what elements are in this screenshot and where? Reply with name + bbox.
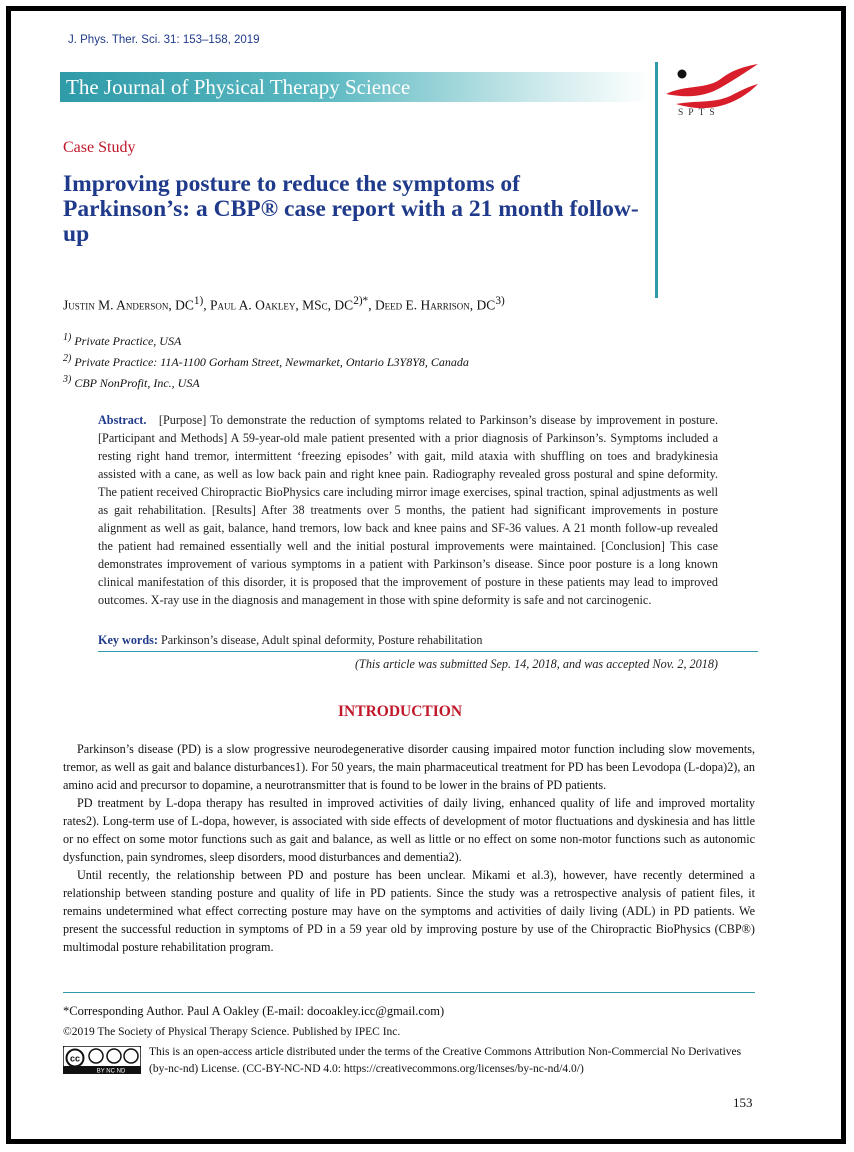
author-name: Deed E. Harrison, DC (374, 297, 496, 313)
license-text: This is an open-access article distributed under the terms of the Creative Commons Attribution Non-Commercial No Derivatives (by-nc-nd) License. (CC-BY-NC-ND 4.0: https://creativecommons.org/licenses/by-nc-nd/4.0/) (149, 1046, 742, 1075)
keywords (98, 633, 482, 648)
journal-name: The Journal of Physical Therapy Science (66, 75, 411, 99)
section-heading: INTRODUCTION (338, 703, 463, 720)
author-list: Justin M. Anderson, DC$^{1)}$, Paul A. Oakley, MSc, $DC^{2)*}$, Deed E. Harrison, DC$^{3)}$ (63, 295, 505, 313)
affiliation-item: $^{3)}$ CBP NonProfit, Inc., USA (63, 374, 200, 390)
abstract-label: Abstract. (98, 413, 147, 427)
journal-citation: J. Phys. Ther. Sci. 31: 153–158, 2019 (68, 34, 260, 46)
corresponding-author: *Corresponding Author. Paul A Oakley (E-mail: docoakley.icc@gmail.com) (63, 1004, 445, 1018)
affiliation-item: $^{2)}$ Private Practice: 11A-1100 Gorham Street, Newmarket, Ontario L3Y8Y8, Canada (63, 353, 469, 369)
keywords-text: Parkinson’s disease, Adult spinal deformity, Posture rehabilitation (160, 633, 483, 647)
affiliation-item: $^{1)}$ Private Practice, USA (63, 332, 182, 348)
introduction-body (63, 740, 755, 956)
logo-text: SPTS (678, 108, 720, 118)
author-affil-ref: 1) (193, 295, 204, 307)
abstract-text: [Purpose] To demonstrate the reduction of symptoms related to Parkinson’s disease by improvement in posture. [Participant and Methods] A 59-year-old male patient presented with a prior diagnosis of Parkinson’s. Symptoms included a resting right hand tremor, intermittent ‘freezing episodes’ with gait, mild ataxia with shuffling on toes and bradykinesia assisted with a cane, as well as low back pain and right knee pain. Radiography revealed gross postural and spine deformity. The patient received Chiropractic BioPhysics care including mirror image exercises, spinal traction, spinal adjustments as well as gait rehabilitation. [Results] After 38 treatments over 5 months, the patient had significant improvements in posture alignment as well as gait, balance, hand tremors, low back and knee pains and SF-36 values. A 21 month follow-up revealed the patient had remained essentially well and the initial postural improvements were maintained. [Conclusion] This case demonstrates improvement of various symptoms in a patient with Parkinson’s disease. Since poor posture is a long known clinical manifestation of this disorder, it is proposed that the improvement of posture in these patients may lead to improved outcomes. X-ray use in the diagnosis and management in those with spine deformity is safe and not carcinogenic. (98, 413, 718, 607)
article-title: Improving posture to reduce the symptoms of Parkinson’s: a CBP® case report with a 21 month follow-up (63, 171, 639, 247)
body-paragraph: Parkinson’s disease (PD) is a slow progressive neurodegenerative disorder causing impaired motor function including slow movements, tremor, as well as gait and balance disturbances1). For 50 years, the main pharmaceutical treatment for PD has been Levodopa (L-dopa)2), an amino acid and precursor to dopamine, a neurotransmitter that is found to be lower in the brains of PD patients. (63, 742, 755, 792)
svg-text:cc: cc (69, 1053, 81, 1064)
body-paragraph: PD treatment by L-dopa therapy has resulted in improved activities of daily living, enhanced quality of life and improved mortality rates2). Long-term use of L-dopa, however, is associated with side effects of development of motor fluctuations and dyskinesia and has little or no effect on some motor functions such as gait and balance, as well as little or no effect on some non-motor functions such as autonomic dysfunction, pain syndromes, sleep disorders, mood disturbances and dementia2). (63, 796, 755, 864)
submission-dates: (This article was submitted Sep. 14, 2018, and was accepted Nov. 2, 2018) (355, 657, 718, 671)
author-name: Paul A. Oakley, MSc, DC (210, 297, 354, 313)
affiliation-list (63, 329, 469, 392)
keywords-divider (98, 651, 758, 652)
cc-license-icon (63, 1046, 141, 1074)
author-affil-ref: 3) (495, 295, 505, 307)
author-affil-ref: 2)* (353, 295, 369, 307)
body-paragraph: Until recently, the relationship between PD and posture has been unclear. Mikami et al.3), however, have recently determined a relationship between standing posture and quality of life in PD patients. Since the study was a retrospective analysis of patient files, it remains undetermined what effect correcting posture may have on the symptoms and activities of daily living (ADL) in PD patients. We present the successful reduction in symptoms of PD in a 59 year old by improving posture by use of the Chiropractic BioPhysics (CBP®) multimodal posture rehabilitation program. (63, 868, 755, 954)
keywords-label: Key words: (98, 633, 158, 647)
footer-divider (63, 992, 755, 993)
journal-banner (60, 72, 650, 102)
article-type: Case Study (63, 139, 136, 156)
abstract (98, 411, 718, 609)
header-divider (655, 62, 658, 298)
author-name: Justin M. Anderson, DC (63, 297, 194, 313)
page-number: 153 (733, 1095, 753, 1110)
svg-text:BY NC ND: BY NC ND (96, 1068, 126, 1074)
copyright: ©2019 The Society of Physical Therapy Science. Published by IPEC Inc. (63, 1026, 401, 1038)
